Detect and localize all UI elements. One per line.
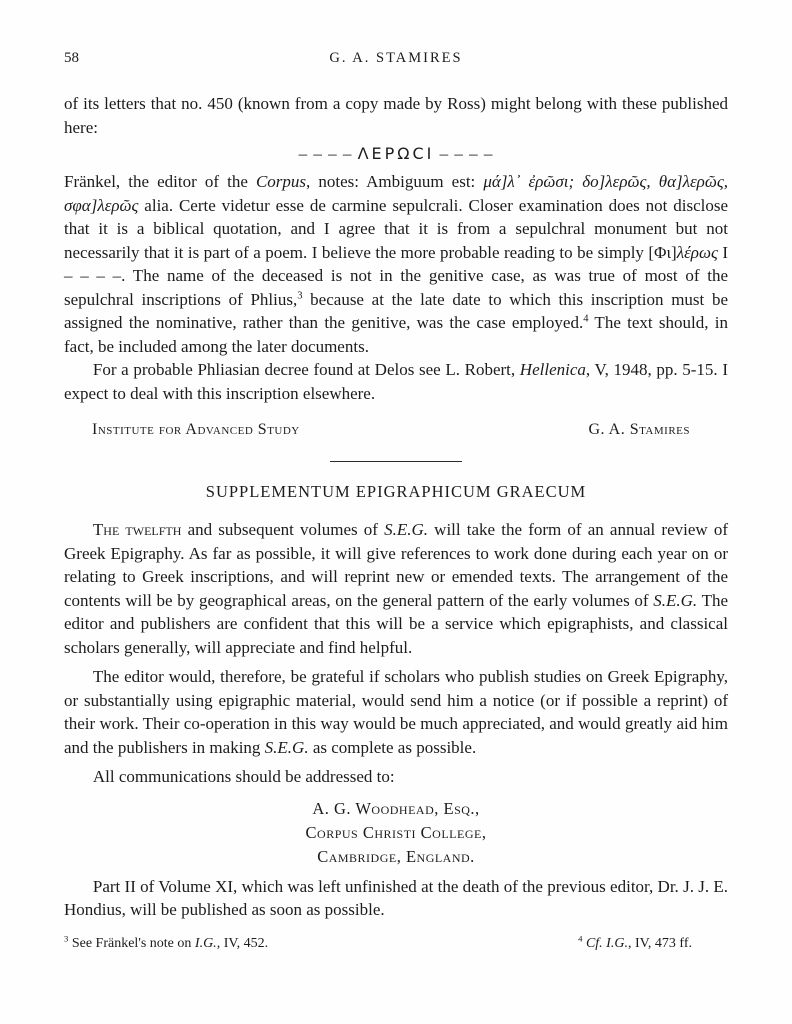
footnotes-row xyxy=(64,932,728,952)
paragraph-communications: All communications should be addressed to: xyxy=(92,767,395,786)
address-line-name: A. G. Woodhead, Esq., xyxy=(312,798,480,818)
footnote-4: $^4$ Cf. I.G., IV, 473 ff. xyxy=(578,932,692,951)
running-head-author: G. A. STAMIRES xyxy=(329,50,463,66)
address-line-college: Corpus Christi College, xyxy=(305,822,487,842)
institution-name: Institute for Advanced Study xyxy=(92,421,300,438)
address-block xyxy=(64,797,728,869)
paragraph-seg-announcement: The twelfth and subsequent volumes of S.E.G. will take the form of an annual review of Greek Epigraphy. As far as possible, it will give references to work done during each year on or relating to Greek inscriptions, and will reprint new or emended texts. The arrangement of the contents will be by geographical areas, on the general pattern of the early volumes of S.E.G. The editor and publishers are confident that this will be a service which epigraphists, and classical scholars generally, will appreciate and find helpful. xyxy=(64,520,728,657)
paragraph-continuation: of its letters that no. 450 (known from a copy made by Ross) might belong with these published here: xyxy=(64,94,728,137)
paragraph-delos-note: For a probable Phliasian decree found at Delos see L. Robert, Hellenica, V, 1948, pp. 5-15. I expect to deal with this inscription elsewhere. xyxy=(64,360,728,403)
paragraph-frankel-commentary: Fränkel, the editor of the Corpus, notes: Ambiguum est: μά]λ᾽ ἐρῶσι; δο]λερῶς, θα]λερῶς, σφα]λερῶς alia. Certe videtur esse de carmine sepulcrali. Closer examination does not disclose that it is a biblical quotation, and I agree that it is from a sepulchral monument but not necessarily that it is part of a poem. I believe the more probable reading to be simply [Φι]λέρως I – – – –. The name of the deceased is not in the genitive case, as was true of most of the sepulchral inscriptions of Phlius,$^3$ because at the late date to which this inscription must be assigned the nominative, rather than the genitive, was the case employed.$^4$ The text should, in fact, be included among the later documents. xyxy=(64,172,728,356)
section-title: SUPPLEMENTUM EPIGRAPHICUM GRAECUM xyxy=(205,482,587,501)
address-line-city: Cambridge, England. xyxy=(317,846,475,866)
page-number: 58 xyxy=(64,50,79,66)
footnote-3: $^3$ See Fränkel's note on I.G., IV, 452. xyxy=(64,932,269,951)
author-signature: G. A. Stamires xyxy=(588,421,690,438)
paragraph-seg-request: The editor would, therefore, be grateful if scholars who publish studies on Greek Epigraphy, or substantially using epigraphic material, would send him a notice (or if possible a reprint) of their work. Their co-operation in this way would be much appreciated, and would greatly aid him and the publishers in making S.E.G. as complete as possible. xyxy=(64,667,728,757)
inscription-line: – – – – ΛΕΡΩCΙ – – – – xyxy=(298,144,494,163)
section-divider xyxy=(330,461,462,462)
signature-row xyxy=(64,421,728,439)
running-header xyxy=(64,50,728,72)
paragraph-volume-note: Part II of Volume XI, which was left unfinished at the death of the previous editor, Dr. J. J. E. Hondius, will be published as soon as possible. xyxy=(64,876,728,919)
